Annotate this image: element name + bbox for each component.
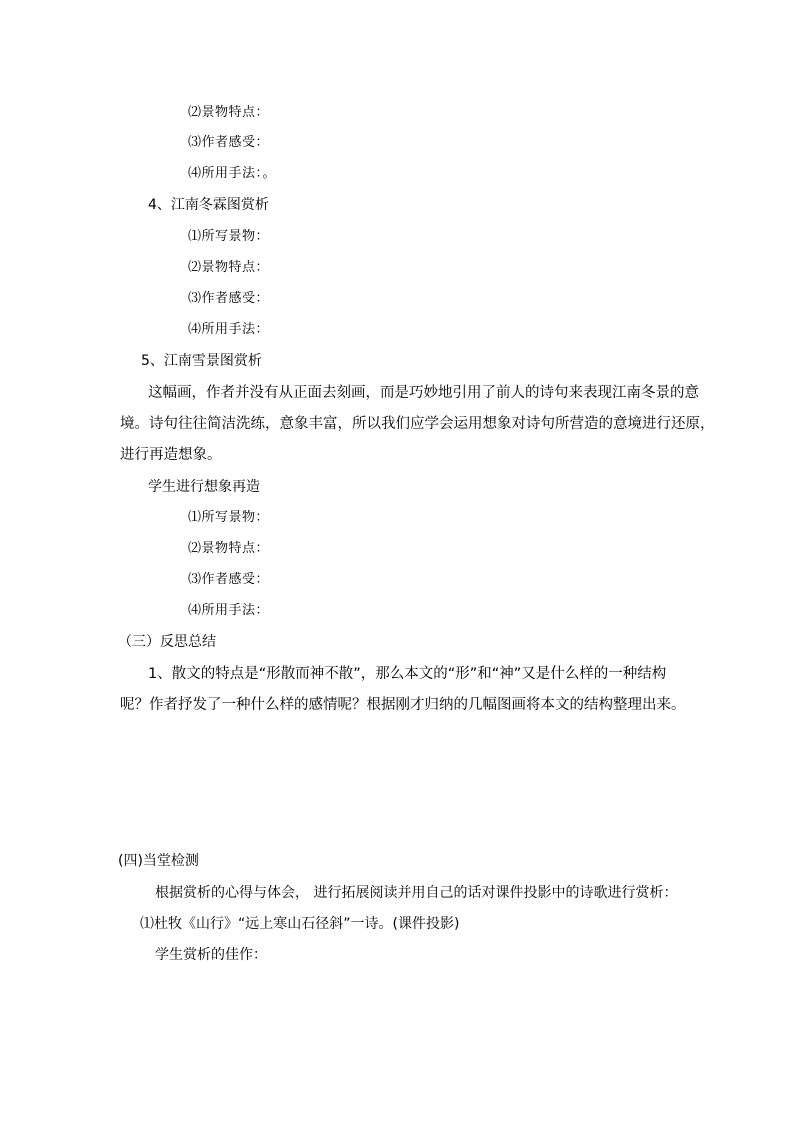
- s3-feeling-line: ⑶作者感受：: [188, 135, 270, 150]
- s5-feeling-line: ⑶作者感受：: [188, 572, 270, 587]
- s3-method-line: ⑷所用手法：。: [188, 166, 277, 181]
- s4-feeling-line: ⑶作者感受：: [188, 291, 270, 306]
- section-4-student-line: 学生赏析的佳作：: [155, 947, 267, 963]
- section-3-heading: （三）反思总结: [118, 634, 216, 650]
- s5-scene-line: ⑴所写景物：: [188, 510, 270, 525]
- section-3-paragraph-line-1: 1、散文的特点是“形散而神不散”，那么本文的“形”和“神”又是什么样的一种结构: [148, 666, 667, 682]
- s3-feature-line: ⑵景物特点：: [188, 105, 270, 120]
- s4-method-line: ⑷所用手法：: [188, 322, 270, 337]
- s4-heading: 4、江南冬霖图赏析: [148, 197, 269, 213]
- s5-student-line: 学生进行想象再造: [148, 479, 260, 495]
- s5-feature-line: ⑵景物特点：: [188, 541, 270, 556]
- section-4-item-1: ⑴杜牧《山行》“远上寒山石径斜”一诗。(课件投影): [140, 916, 460, 932]
- s5-method-line: ⑷所用手法：: [188, 603, 270, 618]
- s5-paragraph-line-2: 境。诗句往往简洁洗练，意象丰富，所以我们应学会运用想象对诗句所营造的意境进行还原，: [120, 416, 715, 432]
- s5-heading: 5、江南雪景图赏析: [141, 353, 262, 369]
- section-3-paragraph-line-2: 呢？作者抒发了一种什么样的感情呢？根据刚才归纳的几幅图画将本文的结构整理出来。: [120, 697, 686, 713]
- s4-feature-line: ⑵景物特点：: [188, 260, 270, 275]
- section-4-heading: (四)当堂检测: [118, 853, 199, 869]
- s5-paragraph-line-3: 进行再造想象。: [120, 447, 222, 463]
- s5-paragraph-line-1: 这幅画，作者并没有从正面去刻画，而是巧妙地引用了前人的诗句来表现江南冬景的意: [148, 385, 699, 401]
- s4-scene-line: ⑴所写景物：: [188, 229, 270, 244]
- section-4-paragraph: 根据赏析的心得与体会， 进行拓展阅读并用自己的话对课件投影中的诗歌进行赏析：: [155, 885, 678, 901]
